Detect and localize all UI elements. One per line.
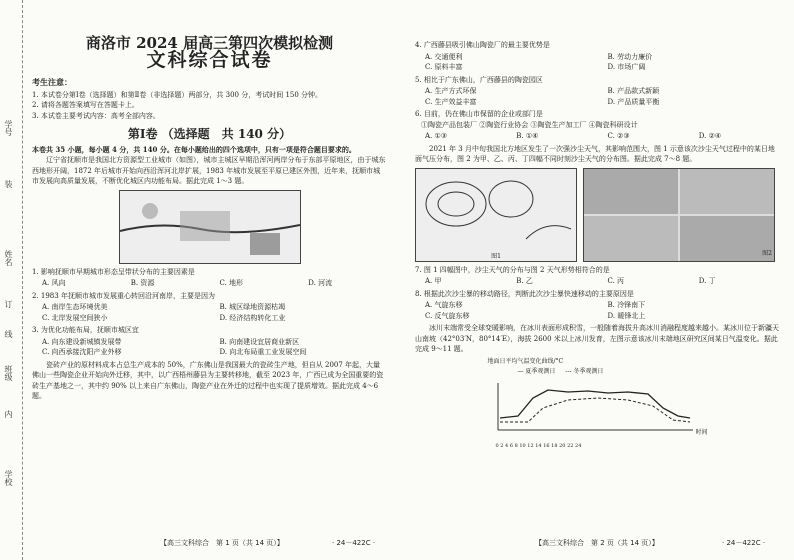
left-column (32, 34, 387, 402)
chart-xlabel: 时间 (695, 429, 708, 436)
question-1: 1. 影响抚顺市早期城市形态呈带状分布的主要因素是 (32, 267, 195, 276)
binding-label: 学校 (4, 470, 13, 486)
option[interactable]: D. 暖锋北上 (607, 311, 646, 320)
option[interactable]: D. 河流 (308, 279, 333, 287)
city-map-figure (119, 190, 301, 264)
option[interactable]: A. 风向 (42, 279, 66, 287)
binding-label: 线 (4, 330, 13, 338)
chart-title: 地面日平均气温变化曲线/°C (487, 357, 564, 365)
passage: 辽宁省抚顺市是我国北方资源型工业城市（如图），城市主城区早期沿浑河两岸分布于东部平原地区，由于城东西地形开阔，1872 年后城市开始向西沿浑河北岸扩展，1983 年城市发展至平原已建区外围，近年来，抚顺市城市发展向高质量发展，不断优化城区内功能布局。据此完成 1～3 题。 (32, 156, 386, 185)
passage: 冰川末端常受全球变暖影响，在冰川表面形成积雪，一般随着海拔升高冰川消融程度越来越小。某冰川位于新疆天山南坡（42°03′N，80°14′E），海拔 2600 米以上冰川发育，左图示意该冰川末端地区研究区间某日气温变化。据此完成 9～11 题。 (415, 324, 779, 353)
temperature-chart (487, 357, 708, 449)
option[interactable]: C. 北岸发展空间狭小 (42, 313, 108, 322)
option[interactable]: D. 产品质量平衡 (607, 97, 660, 106)
q1-options (42, 278, 387, 289)
binding-margin (0, 0, 23, 560)
figure-caption: 图1 (491, 253, 501, 260)
city-map-svg (120, 191, 300, 263)
question-7: 7. 图 1 四幅图中，沙尘天气的分布与图 2 天气形势相符合的是 (415, 265, 610, 274)
question-8: 8. 根据此次沙尘暴的移动路径，判断此次沙尘暴快速移动的主要原因是 (415, 289, 634, 298)
option[interactable]: D. 经济结构转化工业 (219, 313, 286, 322)
q6-statements: ①陶瓷产品包装厂 ②陶瓷行业协会 ③陶瓷生产加工厂 ④陶瓷科研设计 (421, 120, 638, 129)
question-6: 6. 目前，仍在佛山市保留的企业或部门是 (415, 110, 543, 118)
option[interactable]: D. 丁 (698, 277, 716, 285)
option[interactable]: B. 冷锋南下 (607, 301, 646, 309)
footer-code-right: · 24－422C · (722, 539, 766, 547)
panel-map (680, 216, 774, 261)
notice-item: 3. 本试卷主要考试内容：高考全部内容。 (32, 111, 160, 120)
panel-map (680, 169, 774, 214)
option[interactable]: B. 向南建设宜居商业新区 (219, 337, 300, 346)
option[interactable]: C. 原料丰富 (425, 63, 463, 71)
option[interactable]: B. 乙 (516, 277, 533, 285)
option[interactable]: C. 生产效益丰富 (425, 97, 477, 106)
q3-options (42, 337, 387, 358)
option[interactable]: A. 气旋东移 (425, 301, 463, 309)
figures-row (415, 168, 780, 262)
pressure-map-figure (415, 168, 577, 262)
question-4: 4. 广西藤县吸引佛山陶瓷厂的最主要优势是 (415, 41, 550, 49)
option[interactable]: D. 向北布局重工业发展空间 (219, 348, 307, 356)
legend-item: --- 冬季观测日 (565, 368, 604, 375)
q7-options (425, 276, 780, 287)
q6-options (425, 131, 780, 142)
exam-subject: 文科综合试卷 (146, 48, 273, 71)
panel-map (584, 216, 678, 261)
q8-options (425, 300, 780, 321)
option[interactable]: C. 丙 (607, 277, 625, 285)
question-2: 2. 1983 年抚顺市城市发展重心转回沿河南岸，主要是因为 (32, 291, 215, 300)
option[interactable]: C. ②③ (607, 132, 630, 140)
q5-options (425, 86, 780, 107)
passage: 瓷砖产业的原材料成本占总生产成本的 50%，广东佛山是我国最大的瓷砖生产地，但自从 2007 年起，大量佛山一些陶瓷企业开始向外迁移，其中，以广西梧州藤县为主要转移地，截至 2023 年，广西已成为全国重要的瓷砖生产基地之一，其中约 90% 以上来自广东佛山，陶瓷产业在外迁的过程中也实现了提质增效。据此完成 4～6 题。 (32, 360, 384, 400)
notice-title: 考生注意： (32, 77, 72, 87)
footer-page-right: 【高三文科综合 第 2 页（共 14 页）】 (535, 539, 659, 547)
binding-label: 学号 (4, 120, 13, 136)
exam-title: 商洛市 2024 届高三第四次模拟检测 (85, 34, 334, 52)
option[interactable]: B. 劳动力廉价 (607, 52, 653, 61)
panel-map (584, 169, 678, 214)
footer-code-left: · 24－422C · (332, 539, 376, 547)
option[interactable]: A. ①③ (425, 132, 448, 140)
notice-item: 1. 本试卷分第Ⅰ卷（选择题）和第Ⅱ卷（非选择题）两部分，共 300 分，考试时间 150 分钟。 (32, 90, 323, 99)
option[interactable]: D. 市场广阔 (607, 63, 646, 71)
option[interactable]: C. 地形 (219, 279, 244, 287)
binding-label: 订 (4, 300, 13, 308)
isobar-map-svg (416, 169, 576, 249)
binding-label: 内 (4, 410, 13, 418)
option[interactable]: D. ②④ (698, 132, 722, 140)
option[interactable]: A. 向东建设新城镇发展带 (42, 337, 122, 346)
passage: 2021 年 3 月中旬我国北方地区发生了一次强沙尘天气，其影响范围大，图 1 示意该次沙尘天气过程中的某日地面气压分布，图 2 为甲、乙、丙、丁四幅不同时刻沙尘天气的分布图。据此完成 7～8 题。 (415, 144, 775, 163)
binding-label: 装 (4, 180, 13, 188)
option[interactable]: C. 反气旋东移 (425, 311, 470, 320)
question-5: 5. 相比于广东佛山，广西藤县的陶瓷园区 (415, 75, 543, 84)
option[interactable]: B. 产品款式新颖 (607, 87, 660, 95)
option[interactable]: B. ①④ (516, 132, 539, 140)
binding-label: 姓名 (4, 250, 13, 266)
footer-page-left: 【高三文科综合 第 1 页（共 14 页）】 (160, 539, 284, 547)
legend-item: — 夏季观测日 (517, 368, 556, 375)
notice-item: 2. 请将各题答案填写在答题卡上。 (32, 101, 139, 109)
instruction: 本卷共 35 小题，每小题 4 分，共 140 分。在每小题给出的四个选项中，只有一项是符合题目要求的。 (32, 144, 356, 154)
q2-options (42, 302, 387, 323)
option[interactable]: A. 南岸生态环境优美 (42, 303, 108, 311)
chart-legend (518, 367, 708, 378)
section-title: 第Ⅰ卷 （选择题 共 140 分） (127, 127, 292, 141)
option[interactable]: A. 生产方式环保 (425, 87, 477, 95)
sandstorm-maps-figure (583, 168, 775, 262)
option[interactable]: B. 资源 (130, 279, 155, 287)
temperature-chart-svg (488, 378, 708, 438)
option[interactable]: B. 城区绿地资源枯竭 (219, 303, 286, 311)
option[interactable]: A. 交通便利 (425, 52, 463, 61)
question-3: 3. 为优化功能布局，抚顺市城区宜 (32, 326, 139, 334)
binding-label: 班级 (4, 365, 13, 381)
right-column (415, 40, 780, 447)
option[interactable]: C. 向西承接沈阳产业外移 (42, 348, 122, 356)
chart-x-ticks: 0 2 4 6 8 10 12 14 16 18 20 22 24 (495, 443, 582, 449)
q4-options (425, 52, 780, 73)
option[interactable]: A. 甲 (425, 277, 442, 285)
figure-caption: 图2 (762, 250, 772, 257)
